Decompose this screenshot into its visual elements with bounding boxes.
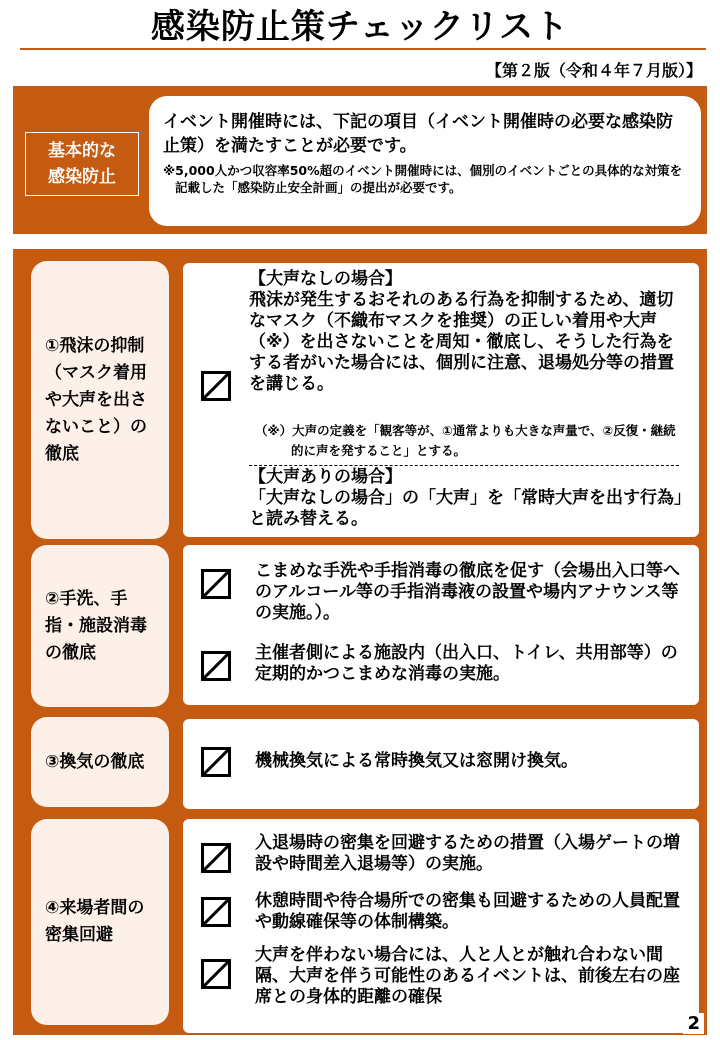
section-4-checkbox-3[interactable] [201,959,231,989]
page-number: 2 [683,1013,704,1034]
shout-definition-note: （※）大声の定義を「観客等が、①通常よりも大きな声量で、②反復・継続的に声を発すること」とする。 [255,423,676,458]
intro-box [149,96,701,226]
section-3-content [183,719,699,809]
slash-icon [204,750,228,774]
section-3-label-text: ③換気の徹底 [45,751,145,772]
section-4-item-2: 休憩時間や待合場所での密集も回避するための人員配置や動線確保等の体制構築。 [255,891,680,932]
section-1-label [31,261,169,539]
section-4-item-3: 大声を伴わない場合には、人と人とが触れ合わない間隔、大声を伴う可能性のあるイベントは、前後左右の座席との身体的距離の確保 [255,945,680,1007]
intro-main-text: イベント開催時には、下記の項目（イベント開催時の必要な感染防止策）を満たすことが必要です。 [163,112,673,156]
slash-icon [204,572,228,596]
basic-prevention-label-text: 基本的な 感染防止 [48,141,116,187]
section-2-item-2: 主催者側による施設内（出入口、トイレ、共用部等）の定期的かつこまめな消毒の実施。 [255,643,678,684]
slash-icon [204,374,228,398]
section-3-label [31,717,169,807]
section-4-label [31,819,169,1025]
section-3-item-1: 機械換気による常時換気又は窓開け換気。 [255,751,578,771]
intro-band [13,86,707,234]
edition-label: 【第２版（令和４年７月版）】 [485,61,702,80]
intro-note-text: ※5,000人かつ収容率50%超のイベント開催時には、個別のイベントごとの具体的な対策を記載した「感染防止安全計画」の提出が必要です。 [163,163,683,195]
basic-prevention-label [25,132,139,196]
section-3-checkbox[interactable] [201,747,231,777]
section-4-checkbox-1[interactable] [201,843,231,873]
title-underline [20,48,706,50]
section-4-item-1: 入退場時の密集を回避するための措置（入場ゲートの増設や時間差入退場等）の実施。 [255,833,680,874]
section-2-checkbox-1[interactable] [201,569,231,599]
no-shout-text: 飛沫が発生するおそれのある行為を抑制するため、適切なマスク（不織布マスクを推奨）の正しい着用や大声（※）を出さないことを周知・徹底し、そうした行為をする者がいた場合には、個別に注意、退場処分等の措置を講じる。 [249,290,674,394]
shout-text: 「大声なしの場合」の「大声」を「常時大声を出す行為」と読み替える。 [249,488,683,529]
slash-icon [204,654,228,678]
section-1-checkbox[interactable] [201,371,231,401]
section-2-label [31,545,169,707]
section-4-label-text: ④来場者間の密集回避 [45,898,145,945]
section-1-label-text: ①飛沫の抑制（マスク着用や大声を出さないこと）の徹底 [45,335,147,464]
dashed-divider [249,465,679,466]
section-2-label-text: ②手洗、手指・施設消毒の徹底 [45,588,147,663]
checklist-band [13,249,707,1035]
slash-icon [204,846,228,870]
section-2-checkbox-2[interactable] [201,651,231,681]
slash-icon [204,900,228,924]
no-shout-heading: 【大声なしの場合】 [249,269,402,289]
slash-icon [204,962,228,986]
page-title: 感染防止策チェックリスト [150,7,570,47]
section-2-content [183,545,699,705]
section-1-content [183,263,699,537]
section-4-content [183,819,699,1033]
section-2-item-1: こまめな手洗や手指消毒の徹底を促す（会場出入口等へのアルコール等の手指消毒液の設置や場内アナウンス等の実施。）。 [255,561,680,623]
section-4-checkbox-2[interactable] [201,897,231,927]
shout-heading: 【大声ありの場合】 [249,467,402,487]
